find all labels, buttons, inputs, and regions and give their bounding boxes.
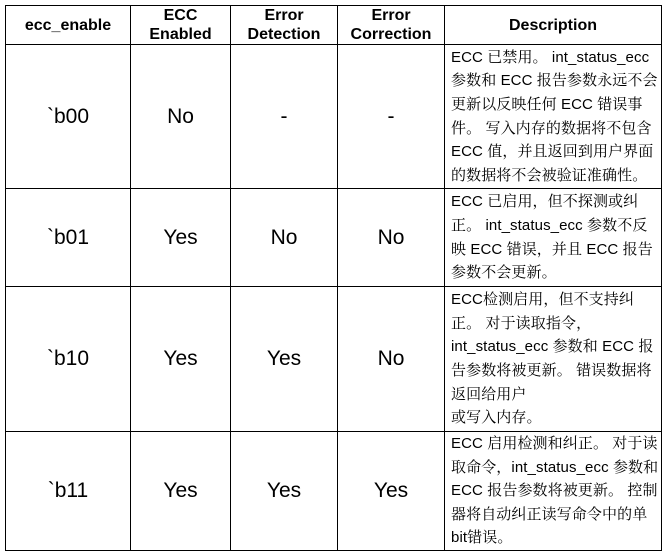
cell-ecc-enabled: Yes xyxy=(131,432,231,551)
description-line: ECC 报告参数将被更新。 控制 xyxy=(451,482,658,500)
description-line: 映 ECC 错误，并且 ECC 报告 xyxy=(451,240,653,258)
header-ecc-enable-label: ecc_enable xyxy=(24,16,112,34)
header-ecc-enabled xyxy=(131,6,231,45)
table-row xyxy=(6,189,662,287)
description-line: 器将自动纠正读写命令中的单 xyxy=(451,505,648,523)
header-error-detection xyxy=(231,6,338,45)
table-row xyxy=(6,287,662,432)
description-line: ECC 启用检测和纠正。 对于读 xyxy=(451,435,658,453)
header-ecc-enabled-line-1: ECC xyxy=(163,7,198,24)
description-line: ECC 已启用，但不探测或纠 xyxy=(451,193,639,211)
description-line: ECC检测启用，但不支持纠 xyxy=(451,291,634,309)
cell-description xyxy=(445,287,662,432)
table-row xyxy=(6,432,662,551)
header-error-detection-line-1: Error xyxy=(264,7,304,24)
cell-error-correction: - xyxy=(338,45,445,189)
description-line: 返回给用户 xyxy=(451,385,527,403)
description-line: 正。 对于读取指令， xyxy=(451,314,592,332)
cell-error-detection: - xyxy=(231,45,338,189)
description-line: 或写入内存。 xyxy=(451,409,542,427)
description-line: 更新以反映任何 ECC 错误事 xyxy=(451,95,643,113)
description-line: 参数不会更新。 xyxy=(451,264,557,282)
cell-ecc-enabled: No xyxy=(131,45,231,189)
header-ecc-enabled-line-2: Enabled xyxy=(149,26,212,43)
description-line: ECC 值，并且返回到用户界面 xyxy=(451,143,654,161)
cell-error-correction: Yes xyxy=(338,432,445,551)
description-line: 件。 写入内存的数据将不包含 xyxy=(451,119,652,137)
cell-error-detection: Yes xyxy=(231,287,338,432)
table-row xyxy=(6,45,662,189)
header-description-label: Description xyxy=(508,16,597,34)
cell-error-correction: No xyxy=(338,189,445,287)
cell-ecc-enabled: Yes xyxy=(131,189,231,287)
cell-description xyxy=(445,189,662,287)
cell-ecc-enabled: Yes xyxy=(131,287,231,432)
description-line: int_status_ecc 参数和 ECC 报 xyxy=(451,338,654,356)
header-ecc-enable xyxy=(6,6,131,45)
cell-error-detection: Yes xyxy=(231,432,338,551)
cell-error-correction: No xyxy=(338,287,445,432)
cell-error-detection: No xyxy=(231,189,338,287)
header-description xyxy=(445,6,662,45)
description-line: 的数据将不会被验证准确性。 xyxy=(451,166,648,184)
description-line: 正。 int_status_ecc 参数不反 xyxy=(451,216,648,234)
description-line: 取命令，int_status_ecc 参数和 xyxy=(451,458,659,476)
cell-ecc-enable: `b00 xyxy=(6,45,131,189)
cell-ecc-enable: `b11 xyxy=(6,432,131,551)
header-error-correction-line-2: Correction xyxy=(350,26,432,43)
cell-ecc-enable: `b10 xyxy=(6,287,131,432)
description-line: 告参数将被更新。 错误数据将 xyxy=(451,362,652,379)
description-line: 参数和 ECC 报告参数永远不会 xyxy=(451,72,658,90)
description-line: ECC 已禁用。 int_status_ecc xyxy=(451,48,650,66)
header-error-correction-line-1: Error xyxy=(371,7,411,24)
ecc-table-container xyxy=(5,5,662,551)
cell-description xyxy=(445,45,662,189)
header-error-correction xyxy=(338,6,445,45)
ecc-enable-table xyxy=(5,5,662,551)
header-row xyxy=(6,6,662,45)
header-error-detection-line-2: Detection xyxy=(247,26,321,43)
description-line: bit错误。 xyxy=(451,529,513,547)
cell-ecc-enable: `b01 xyxy=(6,189,131,287)
cell-description xyxy=(445,432,662,551)
